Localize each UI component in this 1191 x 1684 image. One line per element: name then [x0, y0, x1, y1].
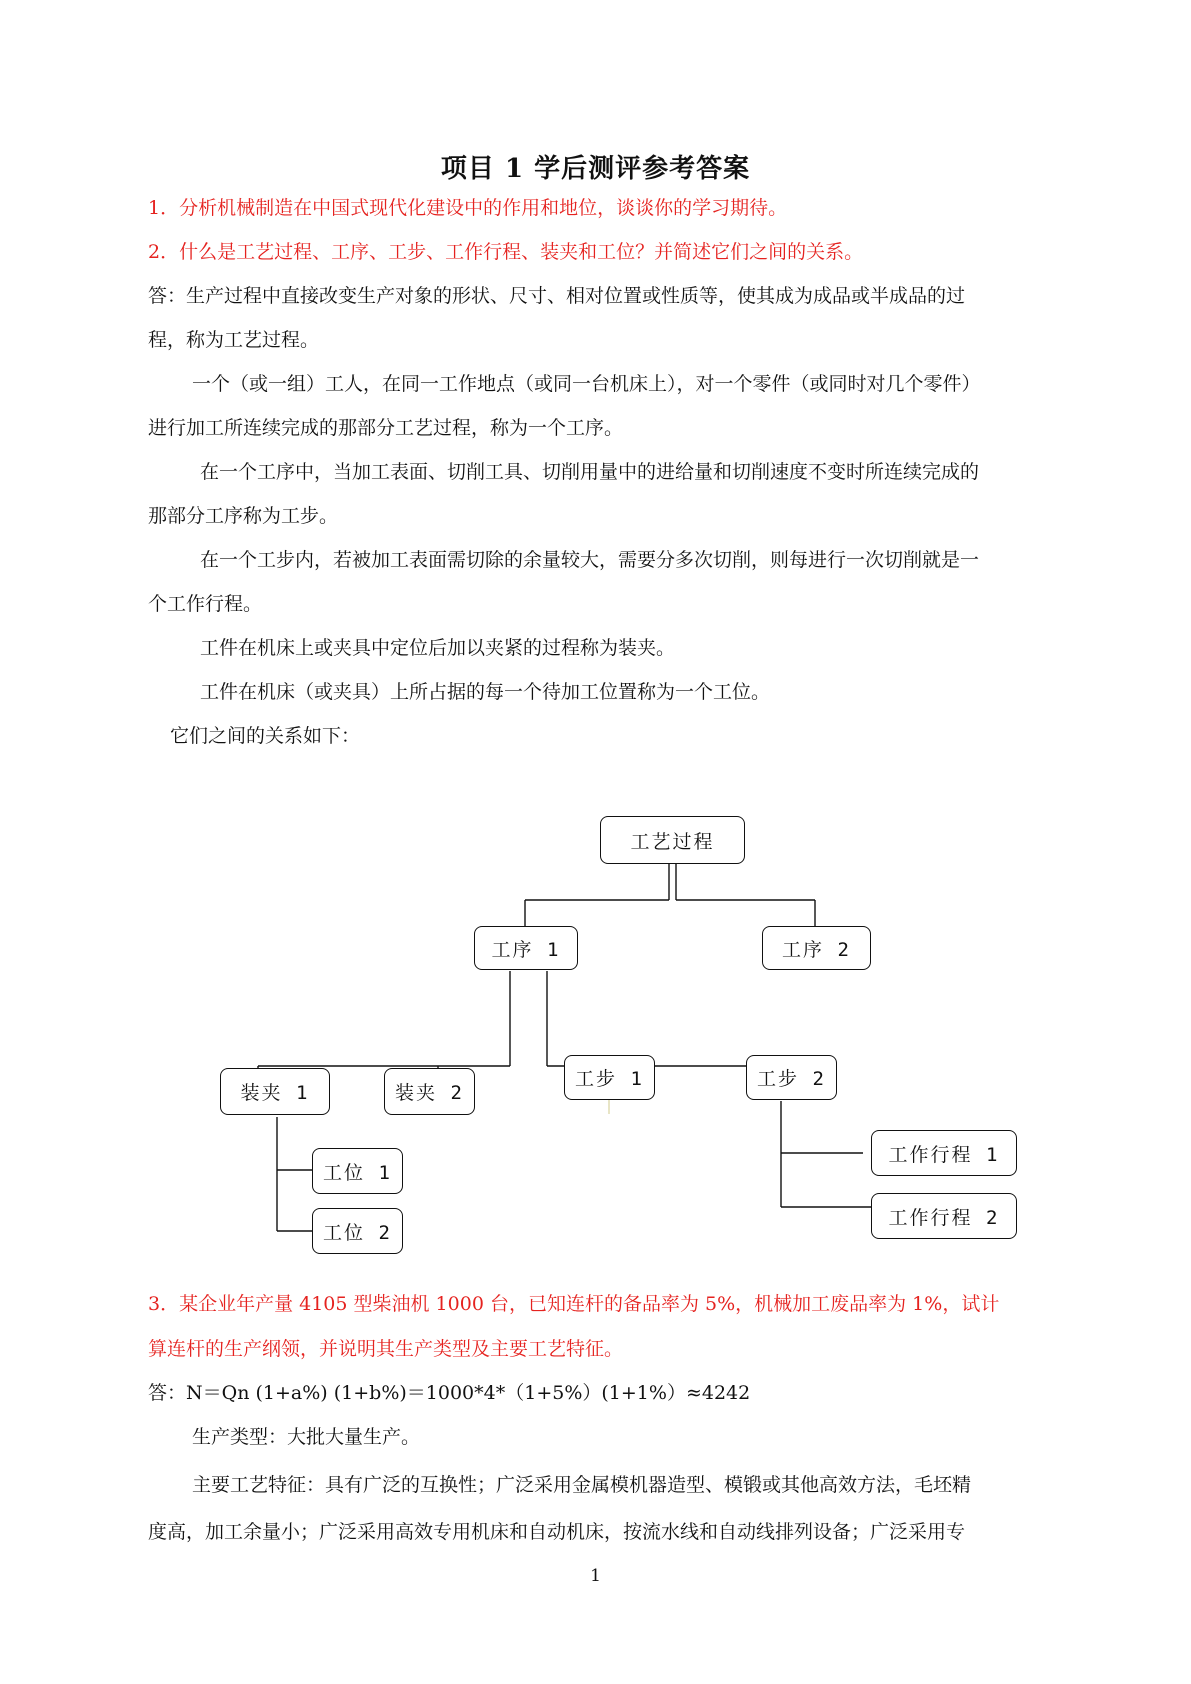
answer-2-paragraph-4b: 个工作行程。	[148, 593, 263, 615]
node-step-1: 工步 1	[564, 1055, 655, 1100]
answer-3-formula: 答：N＝Qn (1+a%) (1+b%)＝1000*4*（1+5%）(1+1%）≈4242	[148, 1382, 751, 1404]
answer-2-paragraph-6: 工件在机床（或夹具）上所占据的每一个待加工位置称为一个工位。	[200, 681, 771, 703]
question-3-line-1: 3．某企业年产量 4105 型柴油机 1000 台，已知连杆的备品率为 5%，机械加工废品率为 1%，试计	[148, 1293, 1000, 1315]
answer-3-features-line-1: 主要工艺特征：具有广泛的互换性；广泛采用金属模机器造型、模锻或其他高效方法，毛坯精	[192, 1474, 972, 1496]
answer-2-paragraph-2b: 进行加工所连续完成的那部分工艺过程，称为一个工序。	[148, 417, 624, 439]
answer-2-paragraph-1a: 答：生产过程中直接改变生产对象的形状、尺寸、相对位置或性质等，使其成为成品或半成品的过	[148, 285, 966, 307]
node-stroke-2: 工作行程 2	[871, 1193, 1017, 1239]
answer-2-paragraph-2a: 一个（或一组）工人，在同一工作地点（或同一台机床上），对一个零件（或同时对几个零件）	[192, 373, 981, 395]
answer-2-paragraph-4a: 在一个工步内，若被加工表面需切除的余量较大，需要分多次切削，则每进行一次切削就是一	[200, 549, 980, 571]
question-3-line-2: 算连杆的生产纲领，并说明其生产类型及主要工艺特征。	[148, 1338, 624, 1360]
answer-3-features-line-2: 度高，加工余量小；广泛采用高效专用机床和自动机床，按流水线和自动线排列设备；广泛采用专	[148, 1521, 966, 1543]
answer-2-paragraph-3a: 在一个工序中，当加工表面、切削工具、切削用量中的进给量和切削速度不变时所连续完成的	[200, 461, 980, 483]
node-station-2: 工位 2	[312, 1208, 403, 1254]
question-1: 1．分析机械制造在中国式现代化建设中的作用和地位，谈谈你的学习期待。	[148, 197, 788, 219]
answer-3-production-type: 生产类型：大批大量生产。	[192, 1426, 421, 1448]
node-process-2: 工序 2	[762, 926, 871, 970]
node-stroke-1: 工作行程 1	[871, 1130, 1017, 1176]
node-step-2: 工步 2	[746, 1055, 837, 1100]
node-clamp-1: 装夹 1	[220, 1068, 330, 1115]
node-clamp-2: 装夹 2	[384, 1068, 475, 1115]
node-station-1: 工位 1	[312, 1148, 403, 1194]
page-number: 1	[590, 1566, 601, 1586]
page-title: 项目 1 学后测评参考答案	[440, 154, 751, 184]
answer-2-paragraph-3b: 那部分工序称为工步。	[148, 505, 339, 527]
answer-2-paragraph-1b: 程，称为工艺过程。	[148, 329, 320, 351]
node-process-1: 工序 1	[474, 926, 578, 970]
answer-2-paragraph-5: 工件在机床上或夹具中定位后加以夹紧的过程称为装夹。	[200, 637, 676, 659]
answer-2-paragraph-7: 它们之间的关系如下：	[170, 725, 361, 747]
question-2: 2．什么是工艺过程、工序、工步、工作行程、装夹和工位？并简述它们之间的关系。	[148, 241, 864, 263]
node-process-root: 工艺过程	[600, 816, 745, 864]
